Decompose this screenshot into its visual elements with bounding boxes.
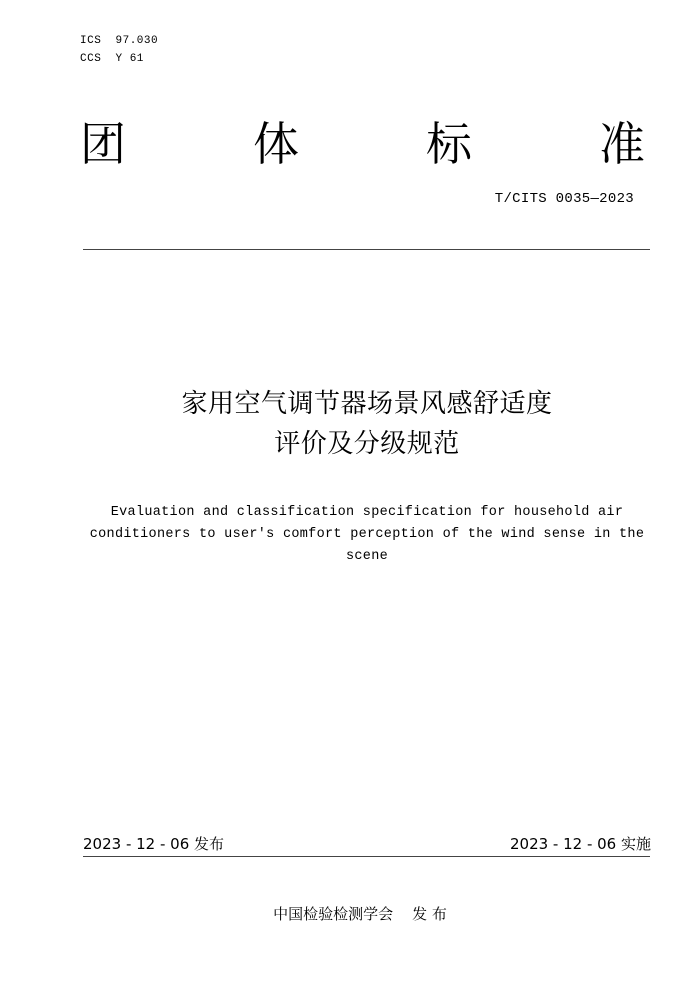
english-title-line: conditioners to user's comfort perception of the wind sense in the <box>89 527 645 542</box>
english-title-line: scene <box>345 549 388 564</box>
chinese-title-line-1: 家用空气调节器场景风感舒适度 <box>181 389 553 419</box>
english-title-line: Evaluation and classification specification for household air <box>110 505 624 520</box>
ics-code: ICS 97.030 <box>80 35 159 47</box>
publish-date: 2023 - 12 - 06 发布 <box>83 835 225 853</box>
standard-number: T/CITS 0035—2023 <box>494 191 634 207</box>
implementation-date: 2023 - 12 - 06 实施 <box>509 835 651 853</box>
chinese-title-line-2: 评价及分级规范 <box>274 429 460 459</box>
english-title <box>85 502 649 568</box>
publisher: 中国检验检测学会 发 布 <box>273 905 447 923</box>
doc-type-char: 团 <box>80 117 126 171</box>
bottom-divider <box>83 856 650 857</box>
ccs-code: CCS Y 61 <box>80 53 144 65</box>
document-type-heading <box>80 112 645 176</box>
top-divider <box>83 249 650 250</box>
doc-type-char: 准 <box>599 117 645 171</box>
doc-type-char: 体 <box>253 117 299 171</box>
doc-type-char: 标 <box>426 117 472 171</box>
